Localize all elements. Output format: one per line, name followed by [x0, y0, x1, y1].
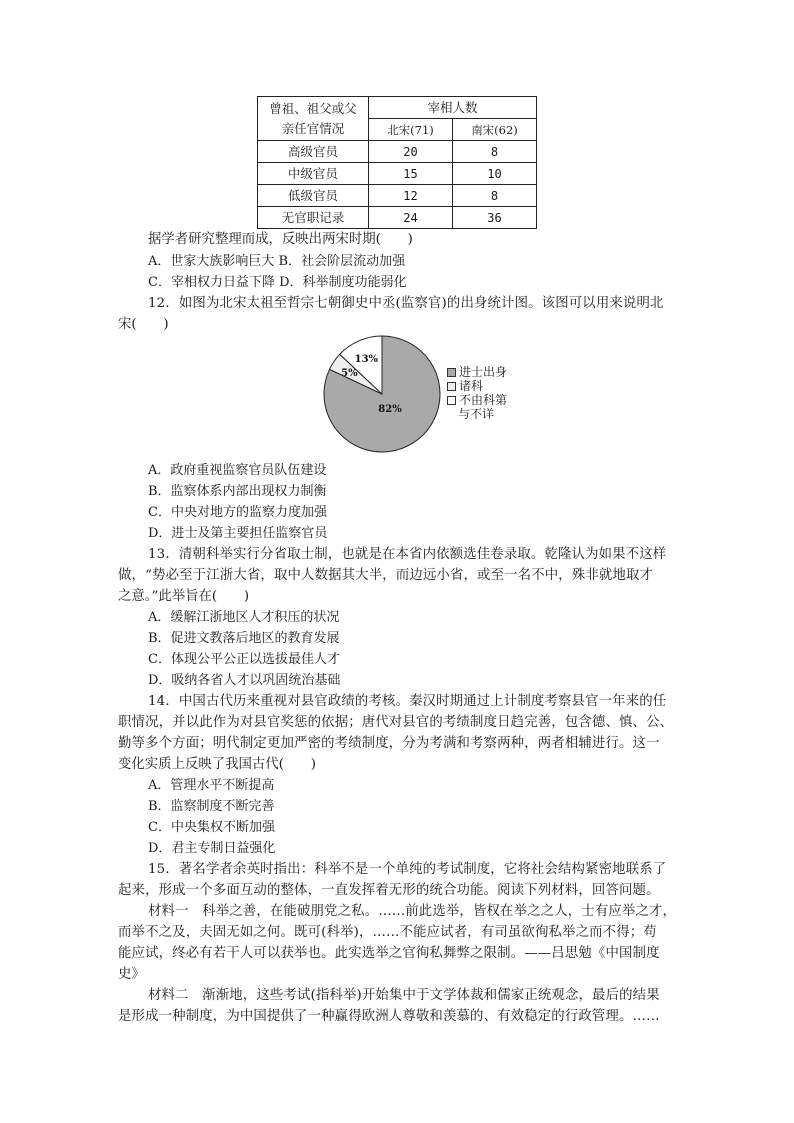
table-row [258, 207, 537, 229]
cell-north: 20 [369, 141, 453, 163]
q14-option-a: A．管理水平不断提高 [148, 778, 275, 793]
q13-option-a: A．缓解江浙地区人才积压的状况 [148, 610, 340, 625]
legend-item-jinshi [447, 365, 507, 379]
row-header-line2: 亲任官情况 [281, 120, 345, 136]
table-row [258, 163, 537, 185]
q13-stem-line3: 之意。”此举旨在( ) [118, 589, 250, 604]
legend-label: 诸科 [459, 379, 484, 393]
chancellor-origin-table [257, 96, 537, 229]
origin-pie-chart [322, 334, 442, 454]
q13-option-b: B．促进文教落后地区的教育发展 [148, 631, 340, 646]
q15-material1-line1: 材料一 科举之善，在能破朋党之私。……前此选举，皆权在举之之人，士有应举之才， [148, 904, 677, 919]
q13-option-c: C．体现公平公正以选拔最佳人才 [148, 652, 340, 667]
q13-stem-line2: 做，“势必至于江浙大省，取中人数据其大半，而边远小省，或至一名不中，殊非就地取才 [118, 568, 654, 583]
cell-north: 15 [369, 163, 453, 185]
q11-options-cd: C．宰相权力日益下降 D．科举制度功能弱化 [148, 275, 407, 290]
table-row [258, 141, 537, 163]
legend-label: 进士出身 [459, 365, 508, 379]
q13-stem-line1: 13．清朝科举实行分省取士制，也就是在本省内依额选佳卷录取。乾隆认为如果不这样 [148, 547, 667, 562]
cell-south: 8 [453, 141, 537, 163]
q15-material2-line1: 材料二 渐渐地，这些考试(指科举)开始集中于文学体裁和儒家正统观念，最后的结果 [148, 988, 660, 1003]
legend-item-other-cont [447, 407, 507, 421]
cell-north: 24 [369, 207, 453, 229]
legend-label: 与不详 [458, 407, 495, 421]
q13-option-d: D．吸纳各省人才以巩固统治基础 [148, 673, 341, 688]
q15-stem-line1: 15．著名学者余英时指出：科举不是一个单纯的考试制度，它将社会结构紧密地联系了 [148, 862, 667, 877]
table-row [258, 185, 537, 207]
q15-material1-line4: 史》 [118, 967, 145, 982]
legend-swatch [447, 368, 456, 377]
q15-material1-line2: 而举不之及，夫固无如之何。既可(科举)，……不能应试者，有司虽欲徇私举之而不得；苟 [118, 925, 657, 940]
col-header-south-song: 南宋(62) [453, 119, 537, 141]
q14-option-c: C．中央集权不断加强 [148, 820, 275, 835]
q12-stem-line2: 宋( ) [118, 317, 169, 332]
q15-material2-line2: 是形成一种制度，为中国提供了一种赢得欧洲人尊敬和羡慕的、有效稳定的行政管理。…… [118, 1009, 660, 1024]
q14-option-b: B．监察制度不断完善 [148, 799, 275, 814]
q14-stem-line2: 职情况，并以此作为对县官奖惩的依据；唐代对县官的考绩制度日趋完善，包含德、慎、公、 [118, 715, 674, 730]
q14-stem-line3: 勤等多个方面；明代制定更加严密的考绩制度，分为考满和考察两种，两者相辅进行。这一 [118, 736, 660, 751]
q11-stem: 据学者研究整理而成，反映出两宋时期( ) [148, 232, 413, 247]
group-header: 宰相人数 [369, 97, 537, 119]
cell-south: 10 [453, 163, 537, 185]
pie-label-1: 82% [378, 404, 402, 415]
row-label: 高级官员 [258, 141, 369, 163]
cell-south: 8 [453, 185, 537, 207]
legend-item-other [447, 393, 507, 407]
q12-option-d: D．进士及第主要担任监察官员 [148, 526, 328, 541]
row-label: 无官职记录 [258, 207, 369, 229]
legend-label: 不由科第 [459, 393, 508, 407]
q15-stem-line2: 起来，形成一个多面互动的整体，一直发挥着无形的统合功能。阅读下列材料，回答问题。 [118, 883, 660, 898]
q12-stem-line1: 12．如图为北宋太祖至哲宗七朝御史中丞(监察官)的出身统计图。该图可以用来说明北 [148, 296, 664, 311]
pie-legend [447, 365, 507, 421]
q12-option-c: C．中央对地方的监察力度加强 [148, 505, 327, 520]
cell-north: 12 [369, 185, 453, 207]
q12-option-a: A．政府重视监察官员队伍建设 [148, 463, 327, 478]
table-row-header-label [258, 97, 369, 141]
row-label: 中级官员 [258, 163, 369, 185]
q14-option-d: D．君主专制日益强化 [148, 841, 276, 856]
legend-swatch [447, 396, 456, 405]
q14-stem-line1: 14．中国古代历来重视对县官政绩的考核。秦汉时期通过上计制度考察县官一年来的任 [148, 694, 667, 709]
q12-option-b: B．监察体系内部出现权力制衡 [148, 484, 327, 499]
row-label: 低级官员 [258, 185, 369, 207]
legend-swatch [447, 382, 456, 391]
legend-item-zhuke [447, 379, 507, 393]
q11-options-ab: A．世家大族影响巨大 B．社会阶层流动加强 [148, 254, 406, 269]
row-header-line1: 曾祖、祖父或父 [269, 100, 357, 116]
cell-south: 36 [453, 207, 537, 229]
q14-stem-line4: 变化实质上反映了我国古代( ) [118, 757, 316, 772]
col-header-north-song: 北宋(71) [369, 119, 453, 141]
pie-label-3: 13% [354, 353, 379, 365]
pie-label-2: 5% [341, 367, 358, 379]
q15-material1-line3: 能应试，终必有若干人可以获举也。此实选举之官徇私舞弊之限制。——吕思勉《中国制度 [118, 946, 660, 961]
